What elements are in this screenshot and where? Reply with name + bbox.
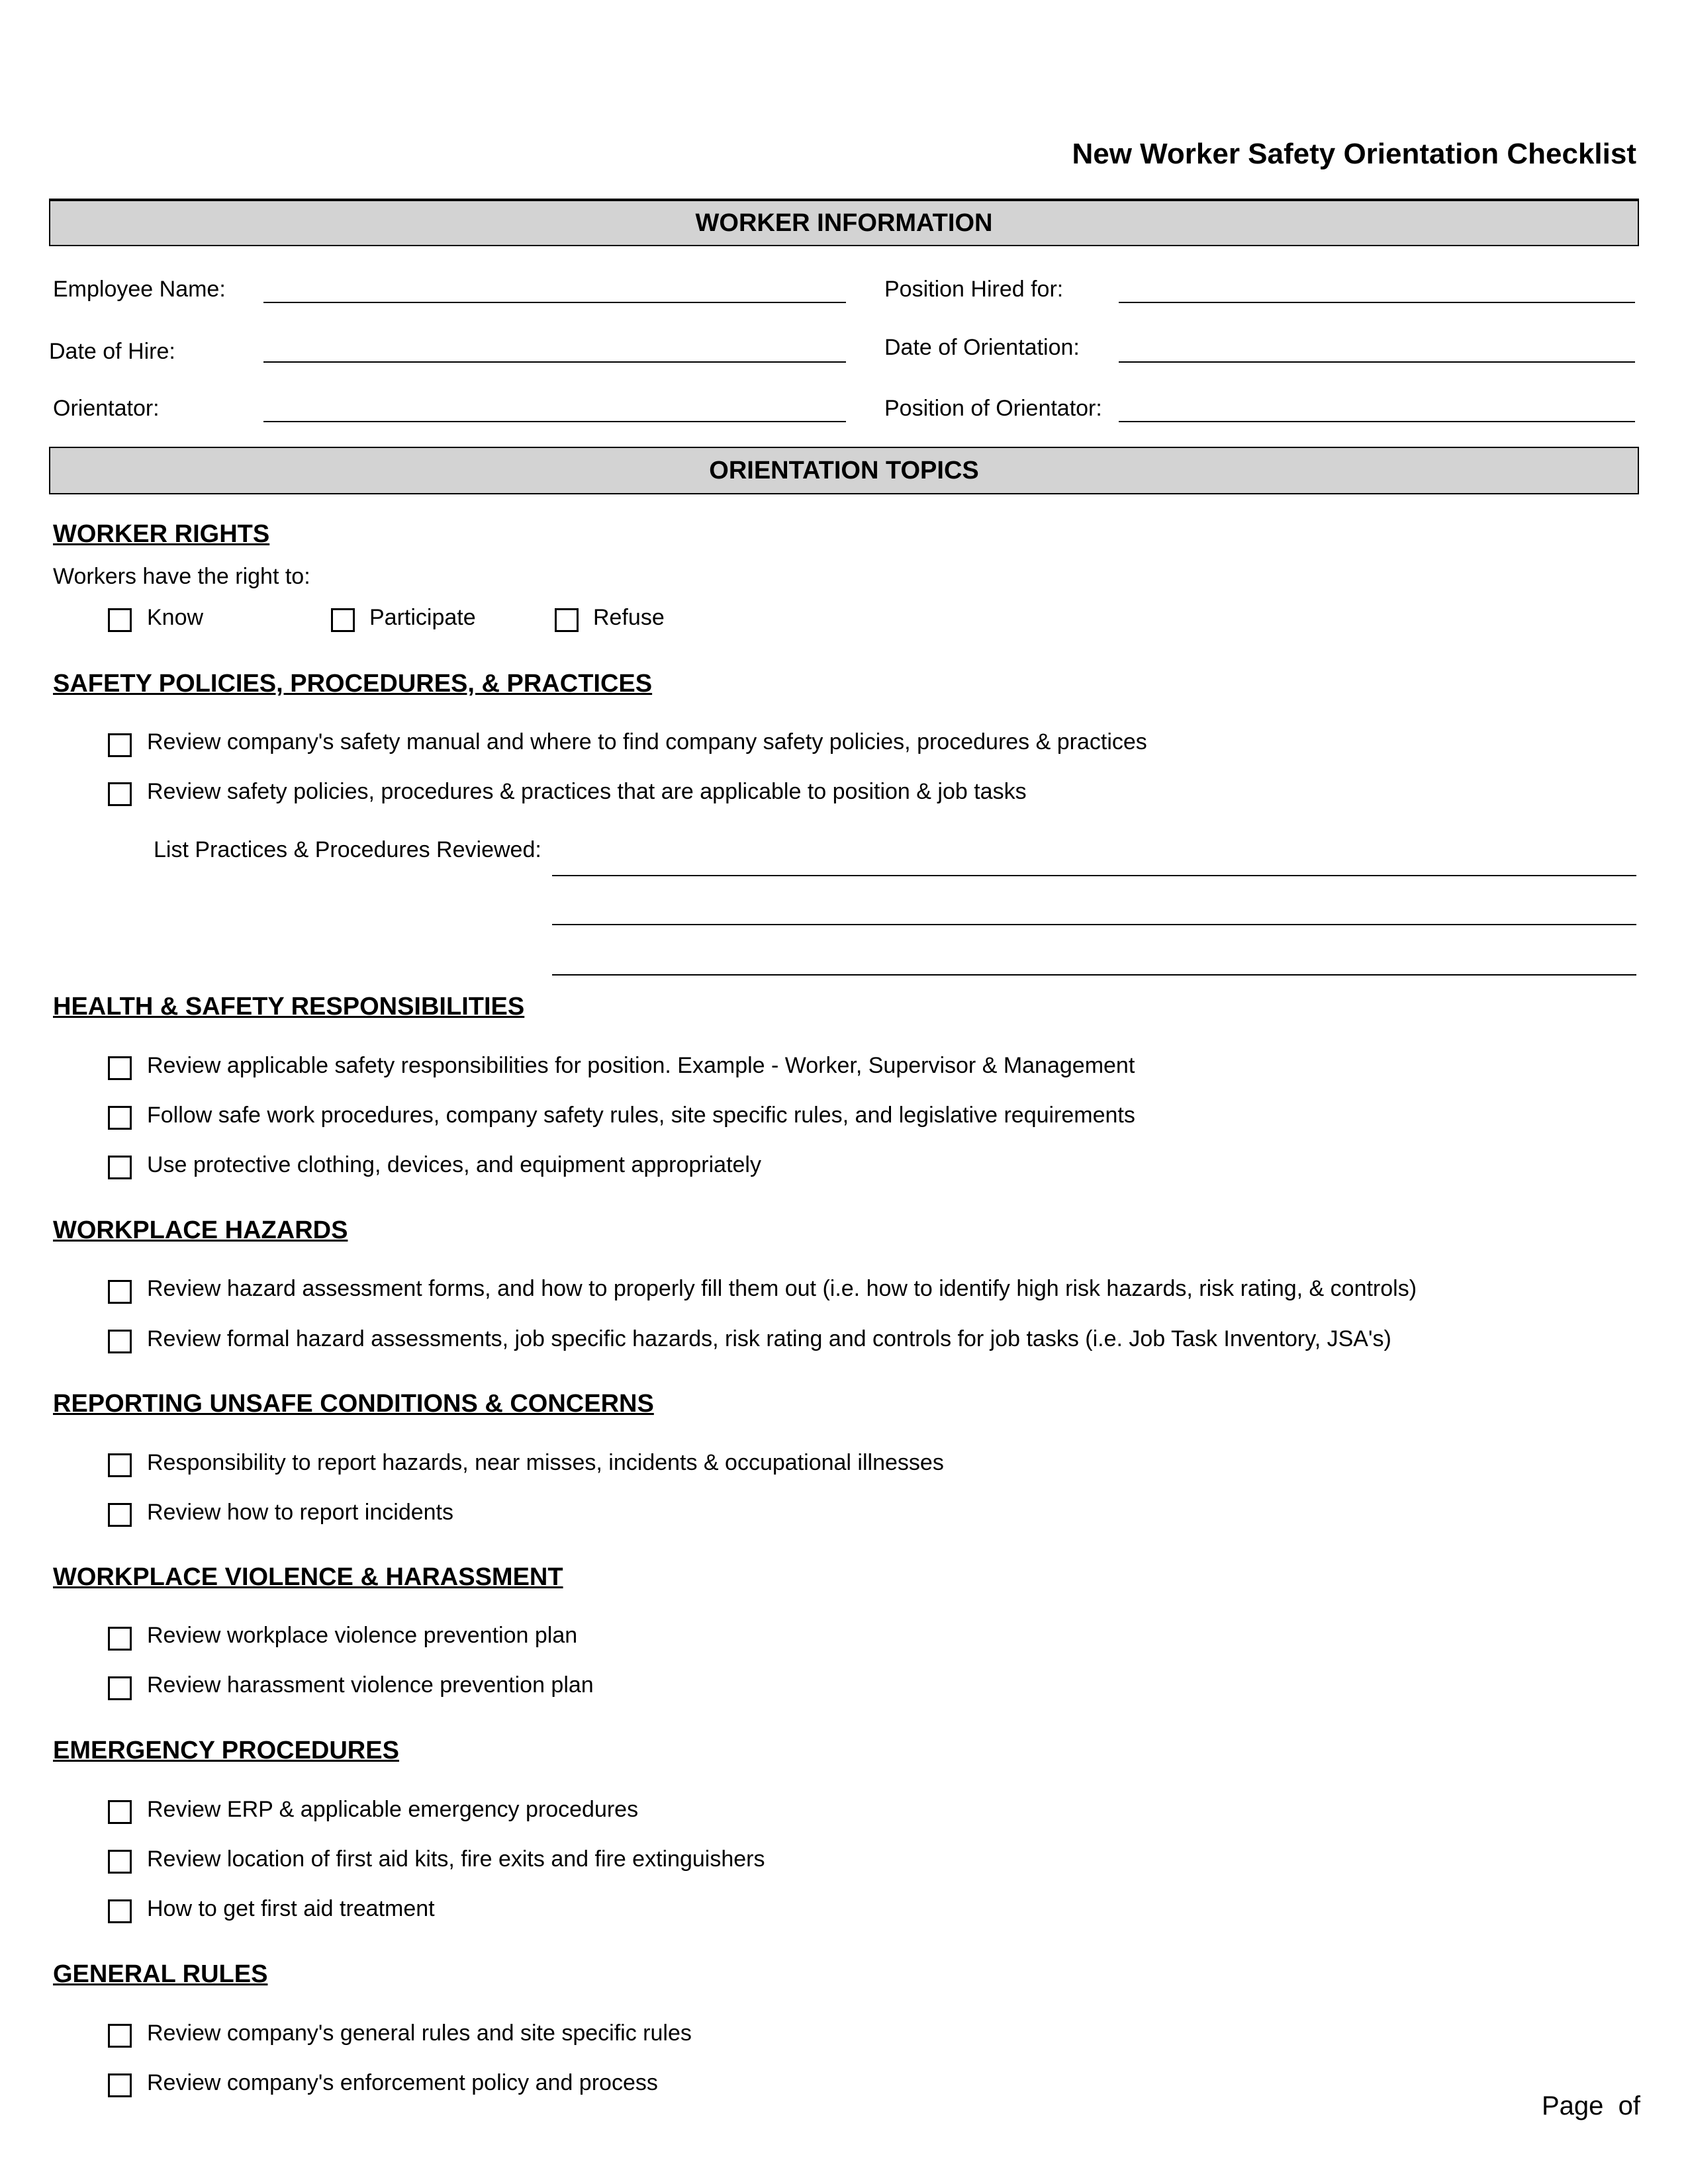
checklist-item: How to get first aid treatment — [147, 1896, 435, 1921]
checklist-item: Review formal hazard assessments, job specific hazards, risk rating and controls for job tasks (i.e. Job Task Inventory, JSA's) — [147, 1326, 1391, 1351]
employee-name-field[interactable] — [263, 302, 846, 303]
checklist-item: Review company's enforcement policy and process — [147, 2070, 658, 2095]
checklist-checkbox[interactable] — [108, 1056, 132, 1080]
checklist-item: Follow safe work procedures, company safety rules, site specific rules, and legislative requirements — [147, 1103, 1135, 1128]
general-rules-heading: GENERAL RULES — [53, 1960, 268, 1988]
checklist-checkbox[interactable] — [108, 733, 132, 757]
checklist-item: Review safety policies, procedures & practices that are applicable to position & job tasks — [147, 779, 1027, 804]
position-hired-for-field[interactable] — [1119, 302, 1635, 303]
date-of-orientation-field[interactable] — [1119, 361, 1635, 363]
checklist-item: Use protective clothing, devices, and equipment appropriately — [147, 1152, 761, 1177]
list-practices-label: List Practices & Procedures Reviewed: — [154, 837, 541, 862]
checklist-checkbox[interactable] — [108, 1156, 132, 1179]
refuse-checkbox[interactable] — [555, 608, 579, 632]
know-label: Know — [147, 605, 204, 630]
position-of-orientator-field[interactable] — [1119, 421, 1635, 422]
date-of-hire-label: Date of Hire: — [49, 339, 175, 364]
checklist-checkbox[interactable] — [108, 1453, 132, 1477]
reporting-heading: REPORTING UNSAFE CONDITIONS & CONCERNS — [53, 1390, 654, 1418]
employee-name-label: Employee Name: — [53, 277, 226, 302]
page-title: New Worker Safety Orientation Checklist — [1072, 138, 1636, 170]
checklist-item: Review ERP & applicable emergency procedures — [147, 1797, 639, 1822]
emergency-heading: EMERGENCY PROCEDURES — [53, 1737, 399, 1764]
checklist-item: Review company's general rules and site specific rules — [147, 2021, 692, 2046]
date-of-orientation-label: Date of Orientation: — [884, 335, 1080, 360]
worker-rights-heading: WORKER RIGHTS — [53, 520, 270, 548]
orientator-field[interactable] — [263, 421, 846, 422]
checklist-checkbox[interactable] — [108, 1800, 132, 1824]
checklist-item: Review applicable safety responsibilities for position. Example - Worker, Supervisor & Management — [147, 1053, 1135, 1078]
checklist-checkbox[interactable] — [108, 1106, 132, 1130]
workplace-hazards-heading: WORKPLACE HAZARDS — [53, 1216, 348, 1244]
know-checkbox[interactable] — [108, 608, 132, 632]
worker-information-header: WORKER INFORMATION — [49, 199, 1639, 246]
checklist-item: Review how to report incidents — [147, 1500, 454, 1525]
worker-rights-intro: Workers have the right to: — [53, 564, 310, 589]
orientator-label: Orientator: — [53, 396, 160, 421]
list-practices-line-1[interactable] — [552, 875, 1636, 876]
position-of-orientator-label: Position of Orientator: — [884, 396, 1102, 421]
violence-heading: WORKPLACE VIOLENCE & HARASSMENT — [53, 1563, 563, 1591]
checklist-checkbox[interactable] — [108, 1676, 132, 1700]
checklist-checkbox[interactable] — [108, 2073, 132, 2097]
participate-label: Participate — [369, 605, 476, 630]
safety-policies-heading: SAFETY POLICIES, PROCEDURES, & PRACTICES — [53, 670, 653, 698]
checklist-item: Review harassment violence prevention plan — [147, 1672, 594, 1698]
checklist-item: Responsibility to report hazards, near misses, incidents & occupational illnesses — [147, 1450, 944, 1475]
checklist-checkbox[interactable] — [108, 1627, 132, 1651]
checklist-checkbox[interactable] — [108, 1899, 132, 1923]
date-of-hire-field[interactable] — [263, 361, 846, 363]
list-practices-line-3[interactable] — [552, 974, 1636, 976]
checklist-checkbox[interactable] — [108, 1280, 132, 1304]
checklist-checkbox[interactable] — [108, 1330, 132, 1353]
checklist-item: Review location of first aid kits, fire exits and fire extinguishers — [147, 1846, 765, 1872]
orientation-topics-header: ORIENTATION TOPICS — [49, 447, 1639, 494]
page-number: Page of — [1541, 2091, 1640, 2120]
checklist-item: Review company's safety manual and where to find company safety policies, procedures & practices — [147, 729, 1147, 754]
participate-checkbox[interactable] — [331, 608, 355, 632]
position-hired-for-label: Position Hired for: — [884, 277, 1064, 302]
checklist-checkbox[interactable] — [108, 782, 132, 806]
refuse-label: Refuse — [593, 605, 665, 630]
checklist-checkbox[interactable] — [108, 1850, 132, 1874]
checklist-checkbox[interactable] — [108, 2024, 132, 2048]
health-safety-heading: HEALTH & SAFETY RESPONSIBILITIES — [53, 993, 525, 1021]
list-practices-line-2[interactable] — [552, 924, 1636, 925]
checklist-item: Review hazard assessment forms, and how to properly fill them out (i.e. how to identify high risk hazards, risk rating, & controls) — [147, 1276, 1417, 1301]
checklist-checkbox[interactable] — [108, 1503, 132, 1527]
checklist-item: Review workplace violence prevention plan — [147, 1623, 578, 1648]
